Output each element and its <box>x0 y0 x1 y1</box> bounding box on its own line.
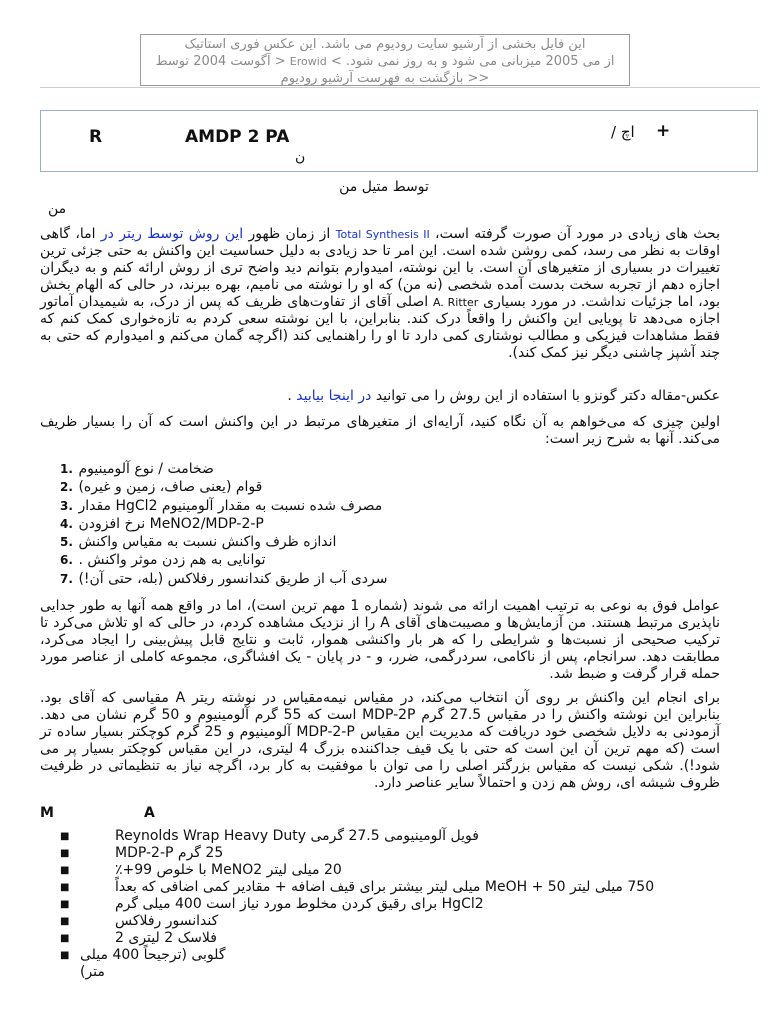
author-line: توسط متیل من <box>339 179 429 195</box>
variables-list <box>60 460 388 588</box>
title-plus: + <box>656 121 671 141</box>
list-item: 5. اندازه ظرف واکنش نسبت به مقیاس واکنش <box>60 534 337 551</box>
bullet-icon: ■ <box>60 933 70 944</box>
list-item: 4. MeNO2/MDP-2-P نرخ افزودن <box>60 515 264 532</box>
archive-notice-line2: از می 2005 میزبانی می شود و به روز نمی شود. > Erowid < آگوست 2004 توسط <box>155 54 615 69</box>
list-item: ■ فلاسک 2 لیتری 2 <box>60 930 217 946</box>
ritter-method-link[interactable]: این روش توسط ریتر در <box>100 226 244 242</box>
bullet-icon: ■ <box>60 950 70 961</box>
archive-notice-line1: این فایل بخشی از آرشیو سایت رودیوم می باشد. این عکس فوری استاتیک <box>184 37 586 52</box>
bullet-icon: ■ <box>60 882 70 893</box>
title-sub: ن <box>295 149 306 165</box>
bullet-icon: ■ <box>60 865 70 876</box>
list-item: 1. ضخامت / نوع آلومینیوم <box>60 461 214 477</box>
list-item: ■ 20 میلی لیتر MeNO2 با خلوص 99+٪ <box>60 862 342 878</box>
materials-header-m: M <box>40 805 54 821</box>
list-item: 7. سردی آب از طریق کندانسور رفلاکس (بله، حتی آن!) <box>60 570 388 587</box>
bullet-icon: ■ <box>60 848 70 859</box>
bullet-icon: ■ <box>60 899 70 910</box>
bullet-icon: ■ <box>60 831 70 842</box>
title-r: R <box>89 127 103 147</box>
list-item: ■ گلوبی (ترجیحاً 400 میلی <box>60 947 226 963</box>
title-box <box>40 110 758 172</box>
total-synthesis-link[interactable]: Total Synthesis II <box>335 228 430 241</box>
materials-header-a: A <box>144 805 155 821</box>
materials-list <box>60 828 700 981</box>
list-item: 3. مصرف شده نسبت به مقدار آلومینیوم HgCl2 مقدار <box>60 497 383 514</box>
list-item: 6. توانایی به هم زدن موثر واکنش . <box>60 552 266 569</box>
divider <box>40 87 760 88</box>
archive-notice <box>140 34 630 86</box>
title-amdp: AMDP 2 PA <box>185 127 290 147</box>
list-item: ■ 25 گرم MDP-2-P <box>60 845 224 861</box>
from-line: من <box>48 201 67 217</box>
erowid-link[interactable]: Erowid <box>289 55 327 68</box>
list-item: 2. قوام (یعنی صاف، زمین و غیره) <box>60 479 263 496</box>
back-to-archive-link[interactable]: << بازگشت به فهرست آرشیو رودیوم <box>280 71 490 86</box>
intro-paragraph: بحث های زیادی در مورد آن صورت گرفته است، Total Synthesis II از زمان ظهور این روش توسط ریتر در اما، گاهی اوقات به نظر می رسد، کمی روشن شده است. این امر تا حد زیادی به دلیل حساسیت این واکنش به حتی جزئی ترین تغییرات در بسیاری از متغیرهای آن است. با این نوشته، امیدوارم بتوانم دید واضح تری از روش ارائه کنم و به دیگران اجازه دهم از تجربه سخت بدست آمده شخصی (نه من) که او را نوشته می نامیم، بهره ببرند، در حالی که الهام بخش بود، اما جزئیات نداشت. در مورد بسیاری A. Ritter اصلی آقای از تفاوت‌های ظریف که پس از درک، به شیمیدان آماتور اجازه می‌دهد تا پویایی این واکنش را واقعاً درک کند. بنابراین، با این نوشته سعی کردم به تازه‌خواری کمک کنم که فقط مشاهدات فیزیکی و مطالب نوشتاری کمی دارد تا او را راهنمایی کند (اگرچه گمان می‌کنم و امیدوارم که حتی به چند آشپز چاشنی دیگر نیز کمک کند). <box>40 226 720 361</box>
list-item: ■ فویل آلومینیومی 27.5 گرمی Reynolds Wrap Heavy Duty <box>60 828 479 844</box>
variables-intro: اولین چیزی که می‌خواهم به آن نگاه کنید، آرایه‌ای از متغیرهای مرتبط در این واکنش است که آن را بسیار ظریف می‌کند. آنها به شرح زیر است: <box>40 414 720 447</box>
list-item: ■ 750 میلی لیتر MeOH + 50 میلی لیتر بیشتر برای قیف اضافه + مقادیر کمی اضافی که بعداً <box>60 879 655 895</box>
list-item: متر) <box>80 964 105 980</box>
gonzo-line: عکس-مقاله دکتر گونزو با استفاده از این روش را می توانید در اینجا بیابید . <box>287 388 720 404</box>
list-item: ■ کندانسور رفلاکس <box>60 913 219 929</box>
list-item: ■ HgCl2 برای رقیق کردن مخلوط مورد نیاز است 400 میلی گرم <box>60 896 484 912</box>
title-right: اچ / <box>611 123 635 141</box>
gonzo-link[interactable]: در اینجا بیابید <box>296 388 372 404</box>
bullet-icon: ■ <box>60 916 70 927</box>
scale-paragraph: برای انجام این واکنش بر روی آن انتخاب می‌کند، در مقیاس نیمه‌مقیاس در نوشته ریتر A مقیاسی که آقای بود. بنابراین این نوشته واکنش را در مقیاس 27.5 گرم MDP-2P است که 55 گرم آلومینیوم و 50 گرم نشان می دهد. آزمودنی به دلایل شخصی خود دریافت که مدیریت این مقیاس MDP-2-P آلومینیوم و 25 گرم کوچکتر بسیار ساده تر است (که مهم ترین آن این است که حتی با یک قیف جداکننده بزرگ 4 لیتری، در این مقیاس کوچکتر بسیار پر می شود!). شکی نیست که مقیاس بزرگتر اصلی را می توان با موفقیت به کار برد، اگرچه نیاز به تنظیماتی در ظرفیت ظروف شیشه ای، روش هم زدن و احتمالاً سایر عناصر دارد. <box>40 690 720 791</box>
factors-paragraph: عوامل فوق به نوعی به ترتیب اهمیت ارائه می شوند (شماره 1 مهم ترین است)، اما در واقع همه آنها به طور جدایی ناپذیری مرتبط هستند. من آزمایش‌ها و مصیبت‌های آقای A را از نزدیک مشاهده کردم، در حالی که او تلاش می‌کرد تا ترکیب صحیحی از نسبت‌ها و شرایطی را که هر بار واکنشی هموار، ثابت و نتایج قابل پیش‌بینی را ایجاد می‌کرد، مطابقت دهد. سرانجام، پس از ناکامی، سردرگمی، ضرر، و - در پایان - یک افشاگری، مجموعه کاملی از عناصر مورد حمله قرار گرفت و ضبط شد. <box>40 598 720 682</box>
